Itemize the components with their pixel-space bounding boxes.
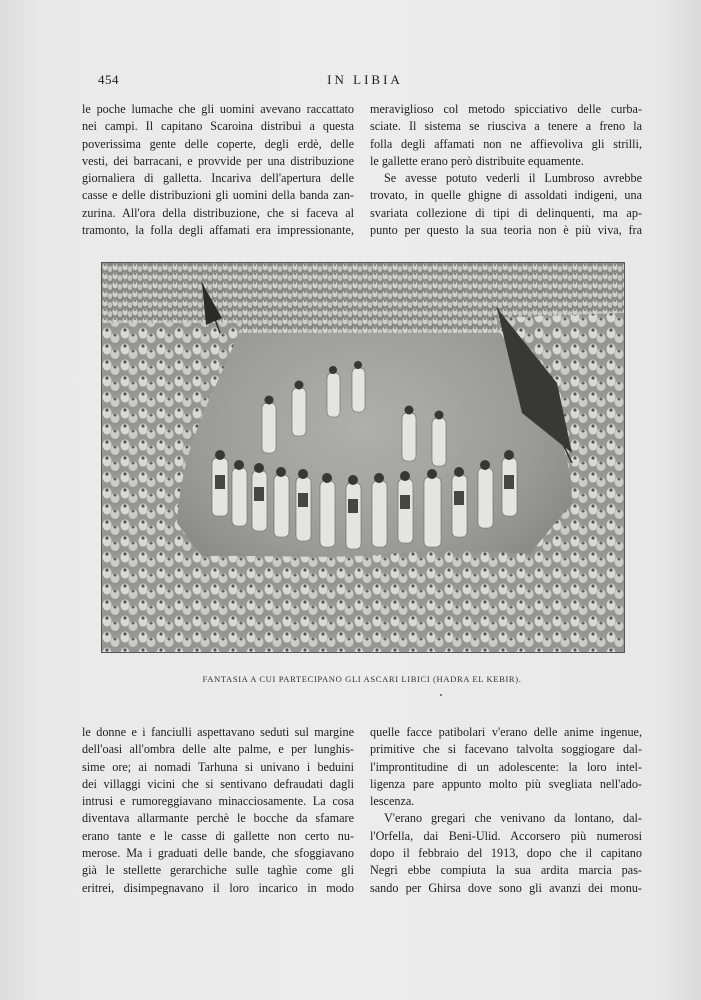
- text-line: primitive che si facevano talvolta soggiogare dal-: [370, 742, 642, 757]
- text-line: vesti, dei barracani, e provvide per una distribuzione: [82, 153, 354, 168]
- text-line: quelle facce patibolari v'erano delle anime ingenue,: [370, 725, 642, 739]
- text-line: Se avesse potuto vederli il Lumbroso avrebbe: [384, 171, 642, 186]
- text-line: le gallette erano però distribuite equamente.: [370, 153, 584, 168]
- text-line: Negri ebbe compiuta la sua ardita marcia pas-: [370, 863, 642, 878]
- text-line: svariata collezione di tipi di delinquenti, ma ap-: [370, 205, 642, 220]
- text-line: trovato, in quelle ghigne di assoldati indigeni, una: [370, 188, 642, 203]
- text-line: le donne e i fanciulli aspettavano seduti sul margine: [82, 725, 354, 739]
- text-line: diventava allarmante perchè le bocche da sfamare: [82, 811, 354, 826]
- text-line: meraviglioso col metodo spicciativo delle curba-: [370, 102, 642, 116]
- crowd-photo-illustration: [102, 263, 624, 652]
- photo-caption: FANTASIA A CUI PARTECIPANO GLI ASCARI LIBICI (HADRA EL KEBIR).: [202, 674, 522, 684]
- print-speck: [440, 694, 442, 696]
- text-line: V'erano gregari che venivano da lontano, dal-: [384, 811, 642, 826]
- text-line: l'Orfella, dai Beni-Ulid. Accorsero più numerosi: [370, 828, 642, 843]
- text-line: giornaliera di galletta. Incariva dell'apertura delle: [82, 171, 354, 186]
- text-line: lescenza.: [370, 794, 415, 809]
- text-line: dopo il febbraio del 1913, dopo che il capitano: [370, 846, 642, 861]
- text-line: sime ore; ai nomadi Tarhuna si univano i beduini: [82, 759, 354, 774]
- text-line: intrusi e rumoreggiavano minacciosamente. La cosa: [82, 794, 354, 809]
- text-column-bottom-left: [82, 724, 354, 897]
- running-title: IN LIBIA: [327, 72, 403, 87]
- text-line: ligenza pare appunto molto più svegliata nell'ado-: [370, 776, 642, 791]
- text-line: dei villaggi vicini che si sentivano defraudati dagli: [82, 776, 354, 791]
- text-line: poverissima gente delle coperte, degli erdè, delle: [82, 136, 354, 151]
- text-line: nei campi. Il capitano Scaroina distribuì a questa: [82, 119, 354, 134]
- text-line: le poche lumache che gli uomini avevano raccattato: [82, 102, 354, 116]
- text-line: zurina. All'ora della distribuzione, che si faceva al: [82, 205, 354, 220]
- text-column-top-left: [82, 101, 354, 239]
- text-line: già le stellette gerarchiche sulle taghìe come gli: [82, 863, 354, 878]
- text-line: casse e delle distribuzioni gli uomini della banda zan-: [82, 188, 354, 203]
- text-line: sando per Ghirsa dove sono gli avanzi dei monu-: [370, 880, 642, 895]
- text-line: dell'oasi all'ombra delle alte palme, e per lunghis-: [82, 742, 354, 757]
- text-line: l'improntitudine di un adolescente: la loro intel-: [370, 759, 642, 774]
- text-line: tramonto, la folla degli affamati era impressionante,: [82, 223, 354, 238]
- text-line: sciate. Il sistema se riusciva a tenere a freno la: [370, 119, 642, 134]
- text-column-bottom-right: [370, 724, 642, 897]
- page-number: 454: [98, 72, 119, 87]
- text-line: erano tante e le casse di gallette non certo nu-: [82, 828, 354, 843]
- text-line: punto per questo la sua teoria non è più viva, fra: [370, 223, 642, 238]
- text-line: eritrei, disimpegnavano il loro incarico in modo: [82, 880, 354, 895]
- text-line: merose. Ma i graduati delle bande, che sfoggiavano: [82, 846, 354, 861]
- text-line: folla degli affamati non ne affievoliva gli strilli,: [370, 136, 642, 151]
- halftone-photograph: [101, 262, 625, 653]
- text-column-top-right: [370, 101, 642, 239]
